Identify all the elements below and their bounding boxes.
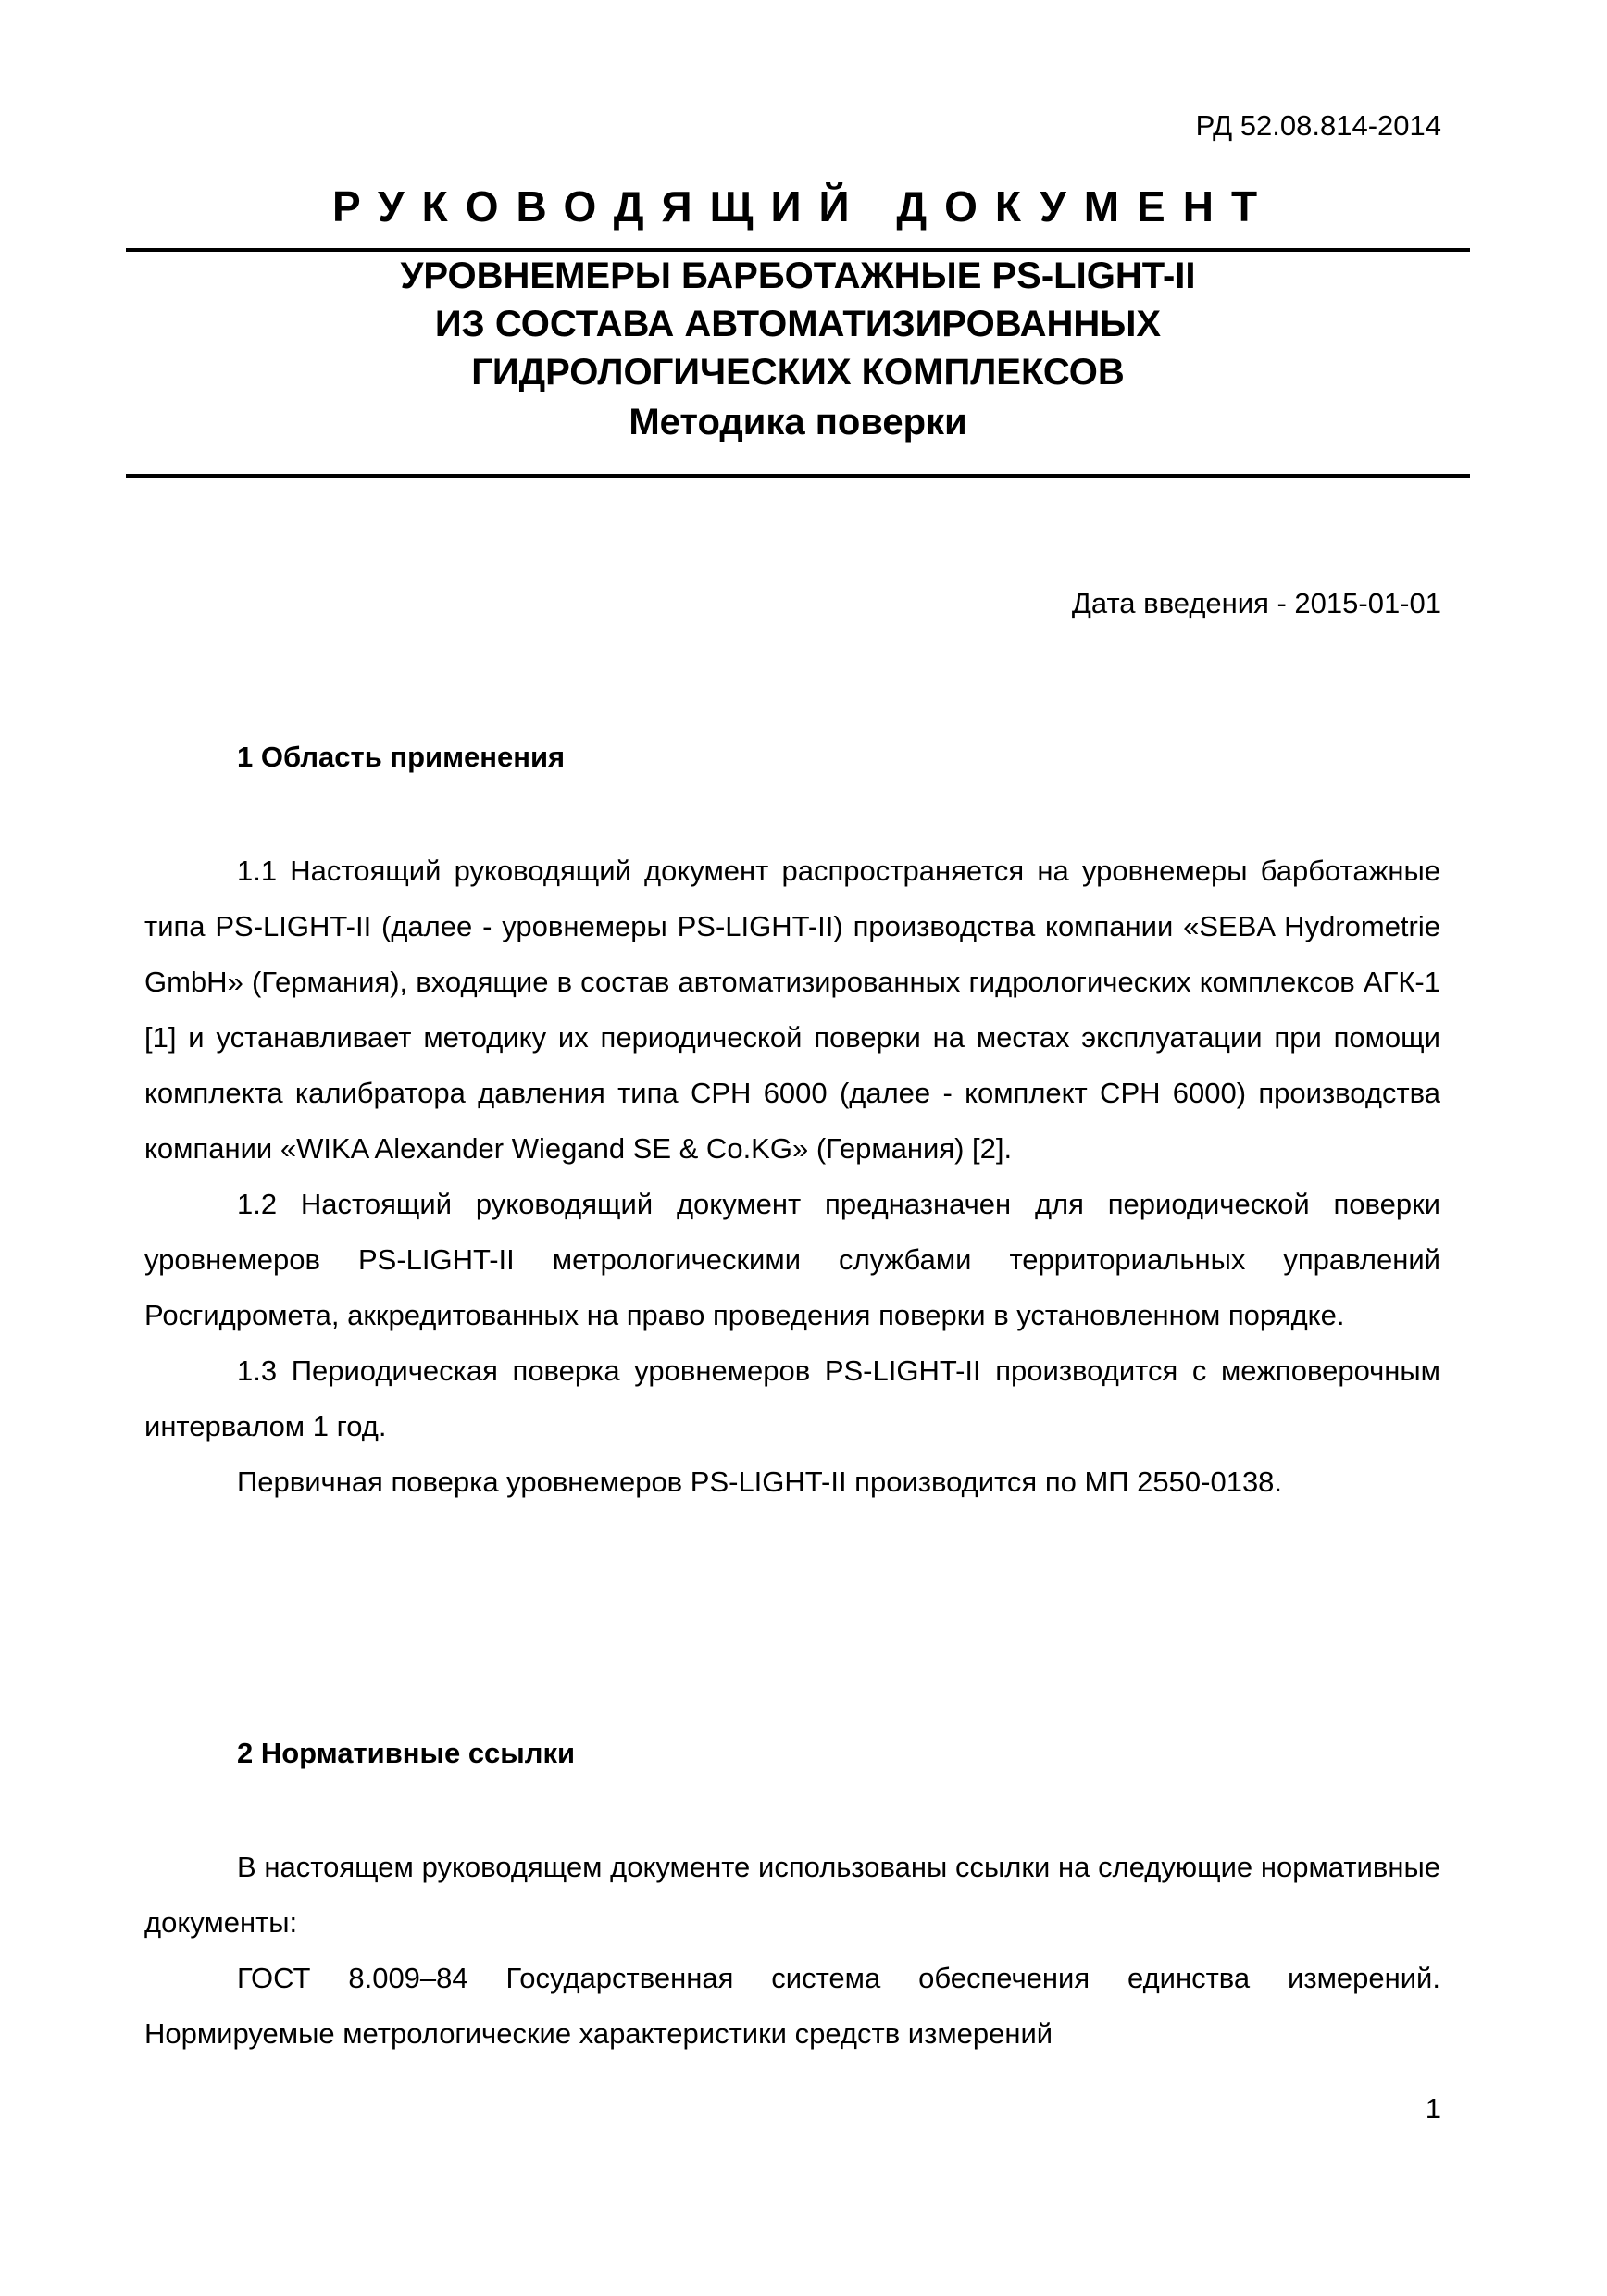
section-heading-scope: 1 Область применения	[237, 741, 566, 773]
paragraph-1-3: 1.3 Периодическая поверка уровнемеров PS-LIGHT-II производится с межповерочным интервалом 1 год.	[144, 1354, 1440, 1442]
title-line-2: ИЗ СОСТАВА АВТОМАТИЗИРОВАННЫХ	[434, 304, 1162, 344]
title-line-1: УРОВНЕМЕРЫ БАРБОТАЖНЫЕ PS-LIGHT-II	[400, 256, 1196, 296]
paragraph-gost-reference: ГОСТ 8.009–84 Государственная система обеспечения единства измерений. Нормируемые метрологические характеристики средств измерений	[144, 1962, 1440, 2050]
document-subtitle: Методика поверки	[629, 402, 967, 443]
paragraph-primary-verification: Первичная поверка уровнемеров PS-LIGHT-II производится по МП 2550-0138.	[237, 1466, 1283, 1498]
section-body-scope	[144, 843, 1440, 1510]
introduction-date: Дата введения - 2015-01-01	[1071, 587, 1441, 619]
page-number: 1	[1425, 2092, 1441, 2125]
document-title	[126, 252, 1470, 446]
section-heading-normative-references: 2 Нормативные ссылки	[237, 1737, 576, 1769]
title-line-3: ГИДРОЛОГИЧЕСКИХ КОМПЛЕКСОВ	[471, 352, 1125, 393]
paragraph-references-intro: В настоящем руководящем документе использованы ссылки на следующие нормативные документы:	[144, 1851, 1440, 1939]
paragraph-1-2: 1.2 Настоящий руководящий документ предназначен для периодической поверки уровнемеров PS-LIGHT-II метрологическими службами территориальных управлений Росгидромета, аккредитованных на право проведения поверки в установленном порядке.	[144, 1188, 1440, 1331]
title-bottom-rule	[126, 474, 1470, 478]
document-type-heading: РУКОВОДЯЩИЙ ДОКУМЕНТ	[331, 182, 1276, 231]
paragraph-1-1: 1.1 Настоящий руководящий документ распространяется на уровнемеры барботажные типа PS-LIGHT-II (далее - уровнемеры PS-LIGHT-II) производства компании «SEBA Hydrometrie GmbH» (Германия), входящие в состав автоматизированных гидрологических комплексов АГК-1 [1] и устанавливает методику их периодической поверки на местах эксплуатации при помощи комплекта калибратора давления типа CPH 6000 (далее - комплект CPH 6000) производства компании «WIKA Alexander Wiegand SE & Co.KG» (Германия) [2].	[144, 855, 1440, 1165]
section-body-normative-references	[144, 1840, 1440, 2062]
document-code: РД 52.08.814-2014	[1195, 109, 1441, 142]
